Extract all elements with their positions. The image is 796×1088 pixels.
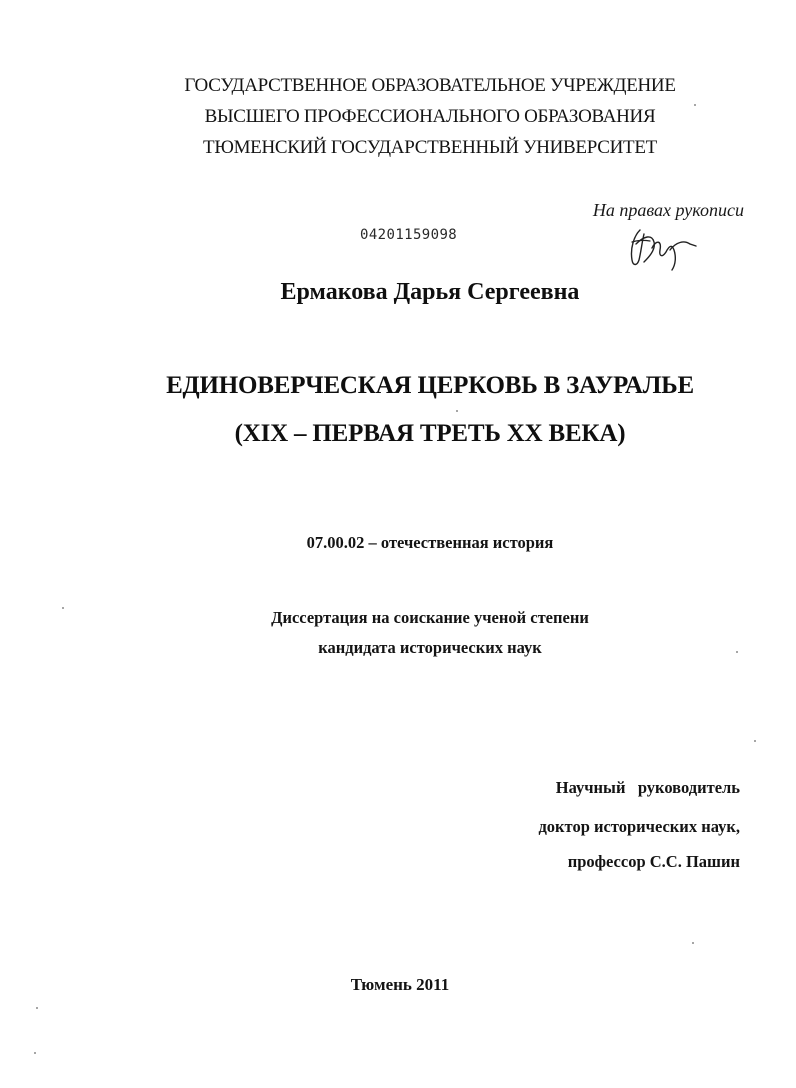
scan-speck (692, 942, 694, 944)
supervisor-name: профессор С.С. Пашин (567, 852, 740, 871)
author-name: Ермакова Дарья Сергеевна (280, 279, 580, 305)
scan-speck (62, 607, 64, 609)
scan-speck (456, 410, 458, 412)
specialty-code: 07.00.02 – отечественная история (306, 533, 554, 552)
catalog-number: 04201159098 (360, 227, 458, 243)
scan-speck (736, 651, 738, 653)
institution-line-2: ВЫСШЕГО ПРОФЕССИОНАЛЬНОГО ОБРАЗОВАНИЯ (204, 106, 656, 127)
thesis-title-line-2: (XIX – ПЕРВАЯ ТРЕТЬ XX ВЕКА) (234, 420, 626, 447)
manuscript-rights-note: На правах рукописи (592, 200, 744, 220)
scan-speck (36, 1007, 38, 1009)
thesis-title-line-1: ЕДИНОВЕРЧЕСКАЯ ЦЕРКОВЬ В ЗАУРАЛЬЕ (166, 372, 694, 399)
scan-speck (694, 104, 696, 106)
scan-speck (34, 1052, 36, 1054)
supervisor-degree: доктор исторических наук, (538, 817, 740, 836)
degree-line-1: Диссертация на соискание ученой степени (271, 608, 589, 627)
degree-line-2: кандидата исторических наук (318, 638, 542, 657)
city-year-footer: Тюмень 2011 (350, 975, 450, 994)
institution-line-3: ТЮМЕНСКИЙ ГОСУДАРСТВЕННЫЙ УНИВЕРСИТЕТ (203, 137, 657, 158)
scan-speck (754, 740, 756, 742)
supervisor-label: Научный руководитель (555, 778, 740, 797)
institution-line-1: ГОСУДАРСТВЕННОЕ ОБРАЗОВАТЕЛЬНОЕ УЧРЕЖДЕНИЕ (184, 75, 676, 96)
signature-icon (624, 222, 704, 272)
